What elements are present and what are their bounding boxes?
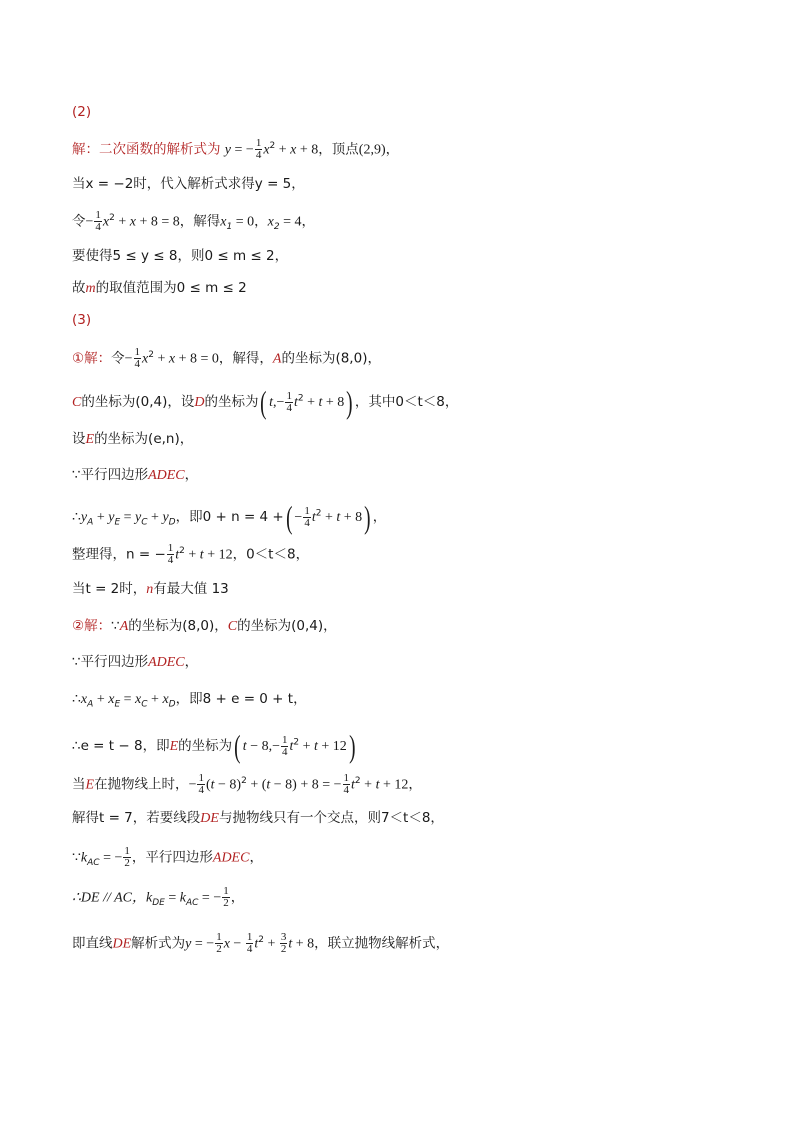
line-max-value: 当t = 2时，n有最大值 13	[72, 581, 229, 597]
part-3-label: (3)	[72, 312, 92, 328]
line-on-parabola: 当E在抛物线上时，− $\frac{1}{4}$ $(t - 8)^2 + (t - 8) + 8$ = − $\frac{1}{4}$ $t^2 + t + 12$，	[72, 772, 422, 796]
line-slope-ac: $\because k_{AC}$ = − $\frac{1}{2}$ ，平行四边形ADEC，	[72, 845, 263, 869]
line-point-e: 设E的坐标为(e,n)，	[72, 431, 194, 447]
line-points-cd: C的坐标为(0,4)，设D的坐标为( t,− $\frac{1}{4}$ $t^2 + t + 8$) ，其中0＜t＜8，	[72, 384, 459, 420]
line-x-sum: $\therefore x_A + x_E = x_C + x_D$，即8 + e = 0 + t，	[72, 691, 307, 710]
line-method1-start: ①解：令− $\frac{1}{4}$ $x^2 + x + 8 = 0$，解得，A的坐标为(8,0)，	[72, 346, 381, 370]
line-solve-eight: 令− $\frac{1}{4}$ $x^2 + x + 8 = 8$，解得$x_1 = 0$，$x_2 = 4$，	[72, 209, 315, 233]
line-e-coordinate: ∴e = t − 8，即E的坐标为( t − 8,− $\frac{1}{4}$ $t^2 + t + 12$)	[72, 728, 356, 764]
line-solve-t: 解得t = 7，若要线段DE与抛物线只有一个交点，则7＜t＜8，	[72, 810, 444, 826]
line-parallel-slope: ∴DE // AC，$k_{DE} = k_{AC}$ = − $\frac{1}{2}$ ，	[72, 885, 245, 909]
line-simplify: 整理得，n = − $\frac{1}{4}$ $t^2 + t + 12$，0＜t＜8，	[72, 542, 310, 566]
line-range-condition: 要使得5 ≤ y ≤ 8，则0 ≤ m ≤ 2，	[72, 248, 289, 264]
line-parallelogram-2: ∵平行四边形ADEC，	[72, 654, 199, 670]
part-2-label: (2)	[72, 104, 92, 120]
line-y-sum: $\therefore y_A + y_E = y_C + y_D$，即0 + n = 4 +( − $\frac{1}{4}$ $t^2 + t + 8$) ，	[72, 499, 387, 535]
line-method2-start: ②解：∵A的坐标为(8,0)，C的坐标为(0,4)，	[72, 618, 337, 634]
line-parallelogram-1: ∵平行四边形ADEC，	[72, 467, 199, 483]
line-range-result: 故m的取值范围为0 ≤ m ≤ 2	[72, 280, 247, 296]
line-substitute: 当x = −2时，代入解析式求得y = 5，	[72, 176, 305, 192]
line-de-equation: 即直线DE解析式为y = − $\frac{1}{2}$ x − $\frac{1}{4}$ $t^2$ + $\frac{3}{2}$ t + 8，联立抛物线解析式，	[72, 931, 450, 955]
line-function-expression: 解：二次函数的解析式为 y = − $\frac{1}{4}$ $x^2 + x + 8$，顶点(2,9)，	[72, 137, 400, 161]
